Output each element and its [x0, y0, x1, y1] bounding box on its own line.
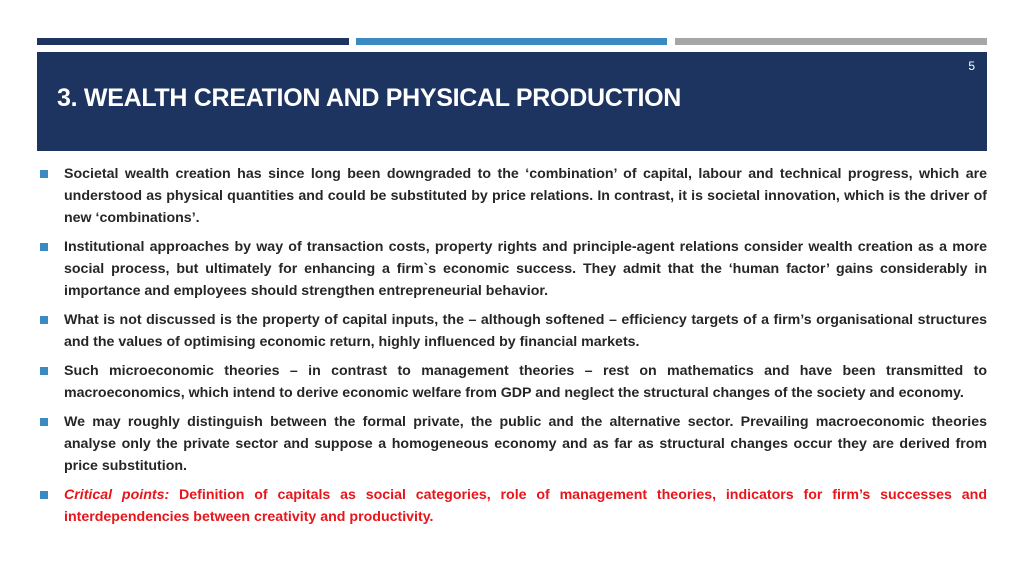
bullet-item	[40, 411, 987, 477]
bullet-text: What is not discussed is the property of capital inputs, the – although softened – efficiency targets of a firm’s organisational structures and the values of optimising economic return, highly influenced by financial markets.	[64, 312, 987, 350]
top-accent-bar-navy	[37, 38, 349, 45]
bullet-item	[40, 236, 987, 302]
bullet-text: Societal wealth creation has since long been downgraded to the ‘combination’ of capital, labour and technical progress, which are understood as physical quantities and could be substituted by price relations. In contrast, it is societal innovation, which is the driver of new ‘combinations’.	[64, 166, 987, 226]
bullet-text: We may roughly distinguish between the formal private, the public and the alternative sector. Prevailing macroeconomic theories analyse only the private sector and suppose a homogeneous economy and as far as structural changes occur they are derived from price substitution.	[64, 414, 987, 474]
square-bullet-icon	[40, 367, 48, 375]
slide-title: 3. WEALTH CREATION AND PHYSICAL PRODUCTION	[57, 84, 681, 112]
bullet-text: Such microeconomic theories – in contrast to management theories – rest on mathematics and have been transmitted to macroeconomics, which intend to derive economic welfare from GDP and neglect the structural changes of the society and economy.	[64, 363, 987, 401]
square-bullet-icon	[40, 418, 48, 426]
square-bullet-icon	[40, 316, 48, 324]
top-accent-bar-gray	[675, 38, 987, 45]
square-bullet-icon	[40, 243, 48, 251]
square-bullet-icon	[40, 491, 48, 499]
bullet-item	[40, 163, 987, 229]
bullet-list	[40, 163, 987, 535]
slide-number: 5	[968, 59, 975, 73]
bullet-item	[40, 360, 987, 404]
square-bullet-icon	[40, 170, 48, 178]
critical-points-text: Definition of capitals as social categories, role of management theories, indicators for firm’s successes and interdependencies between creativity and productivity.	[64, 487, 987, 525]
critical-points-item	[40, 484, 987, 528]
critical-points-label: Critical points:	[64, 487, 170, 503]
bullet-item	[40, 309, 987, 353]
slide-header	[37, 52, 987, 151]
top-accent-bar-blue	[356, 38, 667, 45]
bullet-text: Institutional approaches by way of transaction costs, property rights and principle-agent relations consider wealth creation as a more social process, but ultimately for enhancing a firm`s economic success. They admit that the ‘human factor’ gains considerably in importance and employees should strengthen entrepreneurial behavior.	[64, 239, 987, 299]
